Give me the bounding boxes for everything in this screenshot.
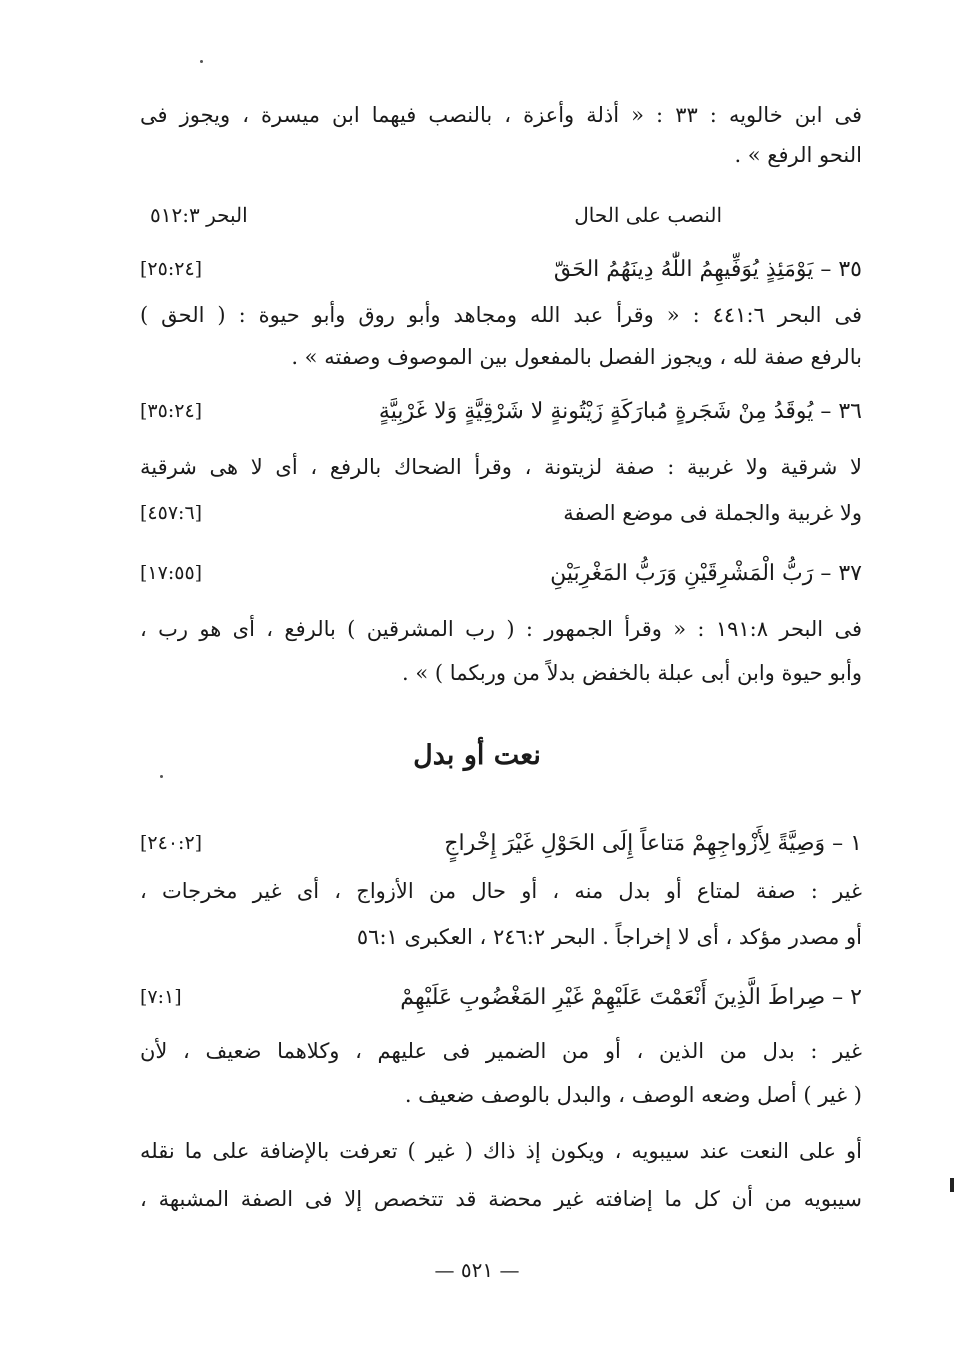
paragraph-4-line-2: وأبو حيوة وابن أبى عبلة بالخفض بدلاً من وربكما ) » . [402,661,862,685]
paragraph-6-line-1: غير : بدل من الذين ، أو من الضمير فى عليهم ، وكلاهما ضعيف ، لأن [140,1039,862,1063]
paragraph-3-line-2: ولا غربية والجملة فى موضع الصفة [563,501,862,525]
verse-37-text: ٣٧ – رَبُّ الْمَشْرِقَيْنِ وَرَبُّ المَغْرِبَيْنِ [550,560,862,586]
paragraph-3-line-1: لا شرقية ولا غربية : صفة لزيتونة ، وقرأ الضحاك بالرفع ، أى لا هى شرقية [140,455,862,479]
paragraph-7-line-2: سيبويه من أن كل ما إضافته غير محضة قد تتخصص إلا فى الصفة المشبهة ، [140,1187,862,1211]
page-number: — ٥٢١ — [434,1258,520,1282]
section-label: النصب على الحال [574,203,722,227]
paragraph-7-line-1: أو على النعت عند سيبويه ، ويكون إذ ذاك ( غير ) تعرفت بالإضافة على ما نقله [140,1139,862,1163]
scan-speck [200,60,203,63]
paragraph-1-line-2: النحو الرفع » . [734,143,862,167]
verse-37 [140,556,862,590]
paragraph-2-line-2: بالرفع صفة لله ، ويجوز الفصل بالمفعول بين الموصوف وصفته » . [291,345,862,369]
paragraph-1-line-1: فى ابن خالويه : ٣٣ : « أذلة وأعزة ، بالنصب فيهما ابن ميسرة ، ويجوز فى [140,103,862,127]
section-source: البحر ٥١٢:٣ [150,203,248,227]
verse-35 [140,252,862,286]
verse-37-ref: [١٧:٥٥] [140,562,203,584]
verse-1 [140,826,862,860]
paragraph-6-line-2: ( غير ) أصل وضعه الوصف ، والبدل بالوصف ضعيف . [404,1083,862,1107]
verse-1-text: ١ – وَصِيَّةً لِأَزْواجِهِمْ مَتاعاً إِلَى الحَوْلِ غَيْرَ إِخْراجٍ [444,830,862,856]
verse-35-text: ٣٥ – يَوْمَئِذٍ يُوَفِّيهِمُ اللّٰهُ دِينَهُمُ الحَقّ [553,256,862,282]
paragraph-5-line-1: غير : صفة لمتاع أو بدل منه ، أو حال من الأزواج ، أى غير مخرجات ، [140,879,862,903]
verse-35-ref: [٢٥:٢٤] [140,258,203,280]
section-label-row [140,200,862,230]
verse-36-ref: [٣٥:٢٤] [140,400,203,422]
paragraph-5-line-2: أو مصدر مؤكد ، أى لا إخراجاً . البحر ٢٤٦:٢ ، العكبرى ٥٦:١ [356,925,862,949]
verse-1-ref: [٢٤٠:٢] [140,832,203,854]
paragraph-3-ref: [٤٥٧:٦] [140,502,203,524]
verse-36 [140,394,862,428]
verse-2-ref: [٧:١] [140,986,182,1008]
verse-2-text: ٢ – صِراطَ الَّذِينَ أَنْعَمْتَ عَلَيْهِمْ غَيْرِ المَغْضُوبِ عَلَيْهِمْ [400,984,862,1010]
scan-edge-mark [950,1178,954,1192]
scan-speck [160,775,163,778]
section-heading: نعت أو بدل [413,740,541,771]
paragraph-2-line-1: فى البحر ٤٤١:٦ : « وقرأ عبد الله ومجاهد وأبو روق وأبو حيوة : ( الحق ) [140,303,862,327]
paragraph-4-line-1: فى البحر ١٩١:٨ : « وقرأ الجمهور : ( رب المشرقين ) بالرفع ، أى هو رب ، [140,617,862,641]
paragraph-3-line-2-row [140,496,862,530]
verse-2 [140,980,862,1014]
verse-36-text: ٣٦ – يُوقَدُ مِنْ شَجَرةٍ مُبارَكَةٍ زَيْتُونةٍ لا شَرْقِيَّةٍ وَلا غَرْبِيَّةٍ [378,398,862,424]
